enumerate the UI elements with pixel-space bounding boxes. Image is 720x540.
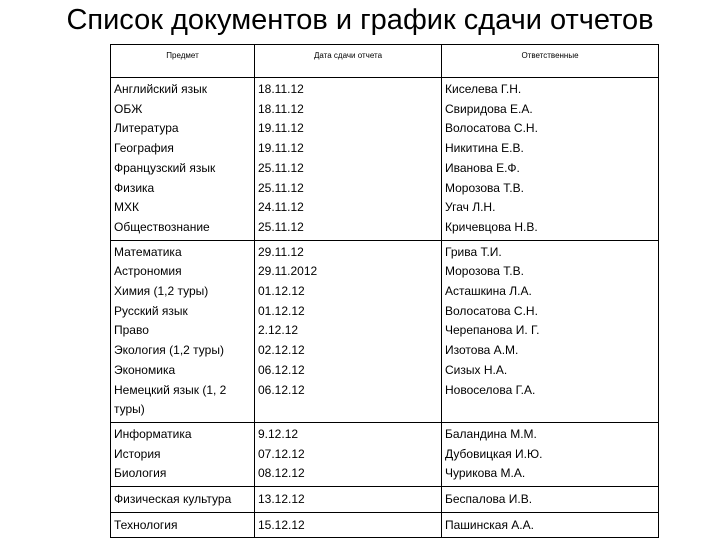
responsible-person: Сизых Н.А. [445, 362, 508, 377]
report-date: 01.12.12 [258, 303, 305, 318]
subject-name: Право [114, 323, 149, 338]
report-date: 13.12.12 [258, 492, 305, 507]
table-row [111, 78, 659, 241]
table-header-row [111, 45, 659, 78]
responsible-person: Новоселова Г.А. [445, 382, 536, 397]
report-date: 25.11.12 [258, 180, 304, 195]
subject-name: История [114, 446, 161, 461]
responsible-cell [442, 422, 659, 486]
page-title: Список документов и график сдачи отчетов [66, 4, 654, 36]
responsible-person: Киселева Г.Н. [445, 82, 522, 96]
date-cell [255, 422, 442, 486]
subject-cell [111, 240, 255, 422]
responsible-person: Дубовицкая И.Ю. [445, 446, 543, 461]
table-row [111, 487, 659, 513]
table-row [111, 512, 659, 538]
responsible-person: Волосатова С.Н. [445, 303, 538, 318]
report-schedule-table [110, 44, 659, 538]
subject-name: Английский язык [114, 82, 208, 96]
subject-name: Математика [114, 244, 182, 259]
subject-name: Химия (1,2 туры) [114, 284, 209, 299]
responsible-cell [442, 487, 659, 513]
subject-name: Литература [114, 121, 179, 136]
subject-name: Немецкий язык (1, 2 туры) [114, 382, 227, 417]
responsible-person: Никитина Е.В. [445, 141, 524, 156]
report-date: 29.11.12 [258, 244, 304, 259]
subject-name: ОБЖ [114, 101, 143, 116]
responsible-person: Иванова Е.Ф. [445, 160, 520, 175]
responsible-person: Угач Л.Н. [445, 200, 496, 215]
report-date: 18.11.12 [258, 82, 304, 96]
report-date: 06.12.12 [258, 382, 305, 397]
date-cell [255, 512, 442, 538]
table-row [111, 422, 659, 486]
subject-cell [111, 512, 255, 538]
report-date: 01.12.12 [258, 284, 305, 299]
responsible-cell [442, 240, 659, 422]
subject-name: Астрономия [114, 264, 182, 279]
header-date: Дата сдачи отчета [255, 45, 442, 78]
responsible-cell [442, 78, 659, 241]
report-date: 02.12.12 [258, 343, 305, 358]
report-date: 2.12.12 [258, 323, 299, 338]
responsible-cell [442, 512, 659, 538]
subject-cell [111, 78, 255, 241]
subject-name: Экономика [114, 362, 176, 377]
report-date: 18.11.12 [258, 101, 304, 116]
header-subject: Предмет [111, 45, 255, 78]
subject-name: Физика [114, 180, 155, 195]
date-cell [255, 78, 442, 241]
report-date: 25.11.12 [258, 160, 304, 175]
header-responsible: Ответственные [442, 45, 659, 78]
report-date: 24.11.12 [258, 200, 304, 215]
subject-cell [111, 422, 255, 486]
report-date: 9.12.12 [258, 426, 299, 441]
responsible-person: Грива Т.И. [445, 244, 502, 259]
date-cell [255, 240, 442, 422]
responsible-person: Морозова Т.В. [445, 264, 524, 279]
subject-name: Русский язык [114, 303, 188, 318]
responsible-person: Пашинская А.А. [445, 517, 534, 532]
subject-name: Биология [114, 466, 167, 481]
responsible-person: Асташкина Л.А. [445, 284, 532, 299]
responsible-person: Свиридова Е.А. [445, 101, 533, 116]
subject-name: Французский язык [114, 160, 216, 175]
table-row [111, 240, 659, 422]
subject-name: Физическая культура [114, 492, 232, 507]
report-date: 06.12.12 [258, 362, 305, 377]
responsible-person: Чурикова М.А. [445, 466, 526, 481]
subject-name: Экология (1,2 туры) [114, 343, 224, 358]
subject-name: МХК [114, 200, 139, 215]
subject-name: Обществознание [114, 219, 210, 234]
responsible-person: Черепанова И. Г. [445, 323, 540, 338]
report-date: 29.11.2012 [258, 264, 318, 279]
report-date: 19.11.12 [258, 121, 304, 136]
report-date: 15.12.12 [258, 517, 305, 532]
responsible-person: Баландина М.М. [445, 426, 537, 441]
subject-name: Технология [114, 517, 178, 532]
date-cell [255, 487, 442, 513]
report-date: 19.11.12 [258, 141, 304, 156]
subject-name: Информатика [114, 426, 192, 441]
responsible-person: Волосатова С.Н. [445, 121, 538, 136]
responsible-person: Изотова А.М. [445, 343, 519, 358]
subject-name: География [114, 141, 174, 156]
responsible-person: Кричевцова Н.В. [445, 219, 538, 234]
responsible-person: Морозова Т.В. [445, 180, 524, 195]
subject-cell [111, 487, 255, 513]
responsible-person: Беспалова И.В. [445, 492, 533, 507]
report-date: 07.12.12 [258, 446, 305, 461]
report-date: 08.12.12 [258, 466, 305, 481]
report-date: 25.11.12 [258, 219, 304, 234]
